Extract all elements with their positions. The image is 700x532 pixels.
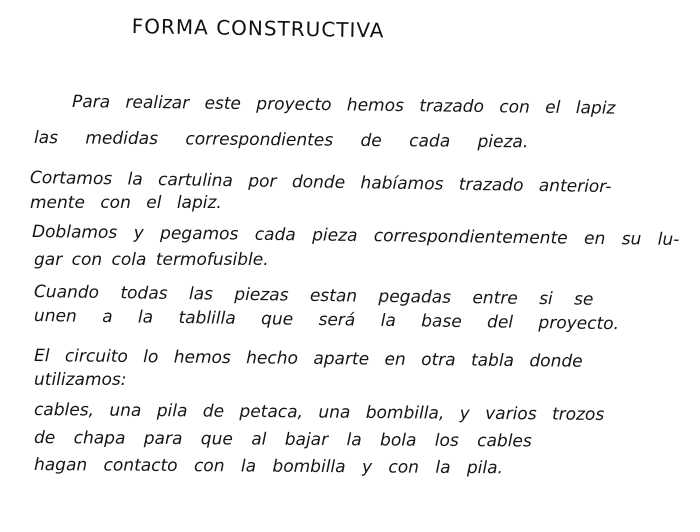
text-line-3: Cortamos la cartulina por donde habíamos trazado anterior- (29, 168, 612, 198)
text-line-9: El circuito lo hemos hecho aparte en otra tabla donde (33, 346, 583, 372)
text-line-12: de chapa para que al bajar la bola los cables (33, 428, 532, 452)
text-line-1: Para realizar este proyecto hemos trazado con el lapiz (71, 92, 616, 119)
text-line-5: Doblamos y pegamos cada pieza correspondientemente en su lu- (31, 222, 680, 250)
text-line-4: mente con el lapiz. (30, 193, 222, 213)
text-line-2: las medidas correspondientes de cada pieza. (33, 128, 529, 153)
text-line-11: cables, una pila de petaca, una bombilla, y varios trozos (33, 400, 605, 425)
text-line-7: Cuando todas las piezas estan pegadas entre si se (33, 282, 594, 310)
text-line-6: gar con cola termofusible. (34, 250, 269, 270)
text-line-13: hagan contacto con la bombilla y con la pila. (33, 455, 504, 479)
text-line-8: unen a la tablilla que será la base del proyecto. (33, 306, 620, 335)
text-line-10: utilizamos: (34, 370, 127, 390)
page-title: FORMA CONSTRUCTIVA (131, 14, 385, 43)
